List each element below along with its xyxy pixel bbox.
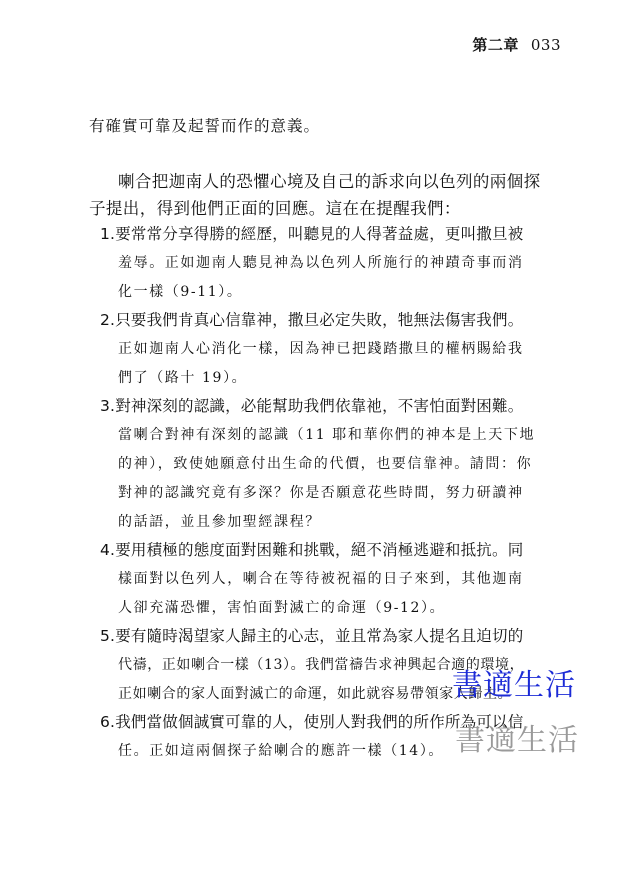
page-number: 033 [530, 36, 561, 54]
list-item-body-line: 代禱，正如喇合一樣（13）。我們當禱告求神興起合適的環境， [118, 657, 525, 673]
page-header [472, 34, 561, 55]
list-item-title: 1.要常常分享得勝的經歷，叫聽見的人得著益處，更叫撒旦被 [100, 225, 524, 243]
list-item-body-line: 正如迦南人心消化一樣，因為神已把踐踏撒旦的權柄賜給我 [118, 341, 524, 357]
list-item-body-line: 人卻充滿恐懼，害怕面對滅亡的命運（9-12）。 [118, 600, 446, 616]
paragraph-line-2: 子提出，得到他們正面的回應。這在在提醒我們： [89, 199, 461, 218]
list-item-body-line: 的話語，並且參加聖經課程？ [118, 514, 321, 530]
list-item-title: 3.對神深刻的認識，必能幫助我們依靠祂，不害怕面對困難。 [100, 397, 524, 415]
lead-line: 有確實可靠及起誓而作的意義。 [89, 117, 321, 135]
chapter-label: 第二章 [472, 36, 519, 54]
list-item-title: 5.要有隨時渴望家人歸主的心志，並且常為家人提名且迫切的 [100, 627, 524, 645]
list-item-body-line: 羞辱。正如迦南人聽見神為以色列人所施行的神蹟奇事而消 [118, 255, 524, 271]
list-item-title: 4.要用積極的態度面對困難和挑戰，絕不消極逃避和抵抗。同 [100, 541, 524, 559]
list-item-body-line: 化一樣（9-11）。 [118, 284, 243, 300]
list-item-body-line: 對神的認識究竟有多深？你是否願意花些時間，努力研讀神 [118, 485, 524, 501]
list-item-body-line: 的神），致使她願意付出生命的代價，也要信靠神。請問：你 [118, 456, 533, 472]
list-item-title: 6.我們當做個誠實可靠的人，使別人對我們的所作所為可以信 [100, 713, 524, 731]
list-item-body-line: 當喇合對神有深刻的認識（11 耶和華你們的神本是上天下地 [118, 427, 536, 443]
watermark-gray: 書適生活 [455, 723, 579, 758]
list-item-body-line: 正如喇合的家人面對滅亡的命運，如此就容易帶領家人歸主。 [118, 686, 513, 702]
list-item-body-line: 任。正如這兩個探子給喇合的應許一樣（14）。 [118, 743, 445, 759]
list-item-body-line: 樣面對以色列人，喇合在等待被祝福的日子來到，其他迦南 [118, 571, 524, 587]
paragraph-line-1: 喇合把迦南人的恐懼心境及自己的訴求向以色列的兩個探 [118, 172, 541, 191]
list-item-title: 2.只要我們肯真心信靠神，撒旦必定失敗，牠無法傷害我們。 [100, 311, 524, 329]
watermark-blue: 書適生活 [452, 668, 576, 703]
list-item-body-line: 們了（路十 19）。 [118, 370, 248, 386]
